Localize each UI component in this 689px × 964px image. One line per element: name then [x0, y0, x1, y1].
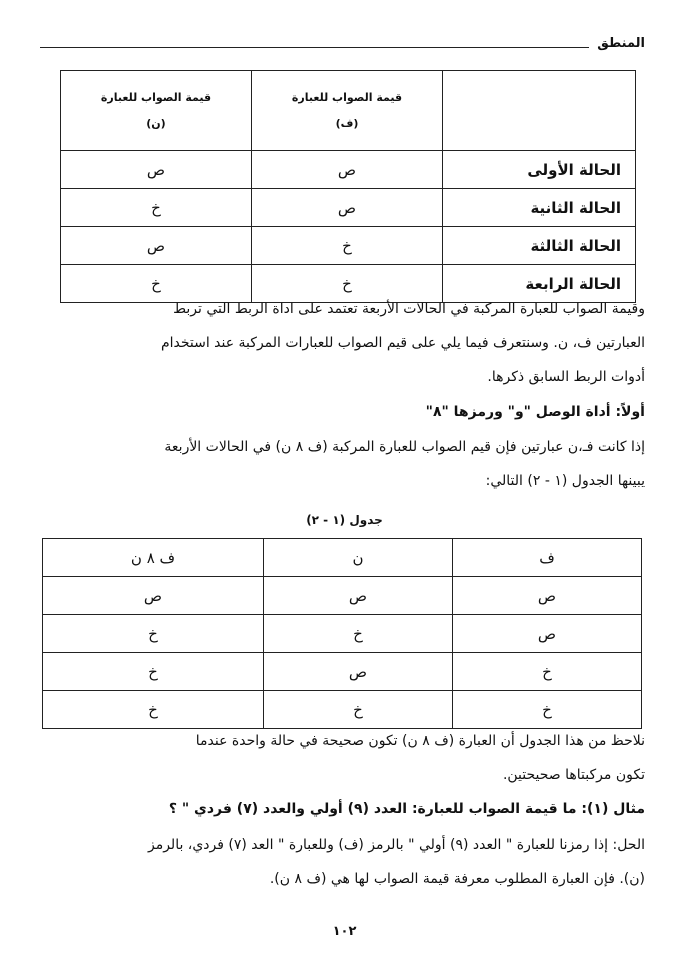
table-row: [43, 691, 642, 729]
conjunction-table: [42, 538, 642, 729]
table-cell: خ: [43, 653, 264, 691]
table-cell: خ: [453, 653, 642, 691]
cell-n: خ: [61, 189, 252, 227]
example-question: مثال (١): ما قيمة الصواب للعبارة: العدد (٩) أولي والعدد (٧) فردي " ؟: [168, 801, 645, 817]
table-row: [61, 151, 636, 189]
cell-f: خ: [252, 227, 443, 265]
page-header: [40, 36, 651, 56]
header-cell-f: [252, 71, 443, 151]
table-cell: ص: [453, 615, 642, 653]
table-cell: خ: [264, 691, 453, 729]
table-cell: خ: [264, 615, 453, 653]
cell-n: ص: [61, 227, 252, 265]
table-cell: ص: [453, 577, 642, 615]
table-row: [43, 577, 642, 615]
row-label: الحالة الأولى: [443, 151, 636, 189]
table-row: [61, 227, 636, 265]
table-cell: خ: [453, 691, 642, 729]
table-header-row: [61, 71, 636, 151]
header-f-line2: (ف): [335, 116, 359, 130]
section-heading: أولاً: أداة الوصل "و" ورمزها "٨": [425, 404, 645, 420]
header-n-line1: قيمة الصواب للعبارة: [100, 90, 212, 104]
paragraph-line: أدوات الربط السابق ذكرها.: [487, 369, 645, 385]
page-header-title: المنطق: [597, 36, 645, 51]
table-row: [43, 653, 642, 691]
cell-n: خ: [61, 265, 252, 303]
cell-f: خ: [252, 265, 443, 303]
paragraph-line: تكون مركبتاها صحيحتين.: [502, 767, 645, 783]
row-label: الحالة الثالثة: [443, 227, 636, 265]
row-label: الحالة الثانية: [443, 189, 636, 227]
empty-header-cell: [443, 71, 636, 151]
header-cell: ف ٨ ن: [43, 539, 264, 577]
paragraph-line: وقيمة الصواب للعبارة المركبة في الحالات الأربعة تعتمد على اداة الربط التي تربط: [173, 301, 645, 317]
table-row: [61, 189, 636, 227]
cell-f: ص: [252, 189, 443, 227]
header-f-line1: قيمة الصواب للعبارة: [291, 90, 403, 104]
paragraph-line: يبينها الجدول (١ - ٢) التالي:: [485, 473, 645, 489]
solution-paragraph: [40, 828, 645, 896]
table-caption: جدول (١ - ٢): [306, 513, 383, 527]
table-cell: ص: [264, 653, 453, 691]
table-row: [43, 615, 642, 653]
table-cell: ص: [264, 577, 453, 615]
paragraph-observation: [40, 724, 645, 792]
header-cell: ف: [453, 539, 642, 577]
paragraph-line: (ن). فإن العبارة المطلوب معرفة قيمة الصواب لها هي (ف ٨ ن).: [269, 871, 645, 887]
table-cell: ص: [43, 577, 264, 615]
truth-values-table: [60, 70, 636, 303]
page-number: ١٠٢: [332, 924, 357, 939]
row-label: الحالة الرابعة: [443, 265, 636, 303]
paragraph-line: العبارتين ف، ن. وسنتعرف فيما يلي على قيم الصواب للعبارات المركبة عند استخدام: [160, 335, 645, 351]
cell-n: ص: [61, 151, 252, 189]
table-cell: خ: [43, 691, 264, 729]
header-rule: [40, 47, 589, 48]
paragraph-intro: [40, 292, 645, 394]
paragraph-conjunction: [40, 430, 645, 498]
header-cell: ن: [264, 539, 453, 577]
header-n-line2: (ن): [146, 116, 166, 130]
paragraph-line: نلاحظ من هذا الجدول أن العبارة (ف ٨ ن) تكون صحيحة في حالة واحدة عندما: [195, 733, 645, 749]
paragraph-line: إذا كانت فـ،ن عبارتين فإن قيم الصواب للعبارة المركبة (ف ٨ ن) في الحالات الأربعة: [164, 439, 645, 455]
header-cell-n: [61, 71, 252, 151]
cell-f: ص: [252, 151, 443, 189]
table-cell: خ: [43, 615, 264, 653]
table-header-row: [43, 539, 642, 577]
paragraph-line: الحل: إذا رمزنا للعبارة " العدد (٩) أولي " بالرمز (ف) وللعبارة " العد (٧) فردي، بالرمز: [147, 837, 645, 853]
